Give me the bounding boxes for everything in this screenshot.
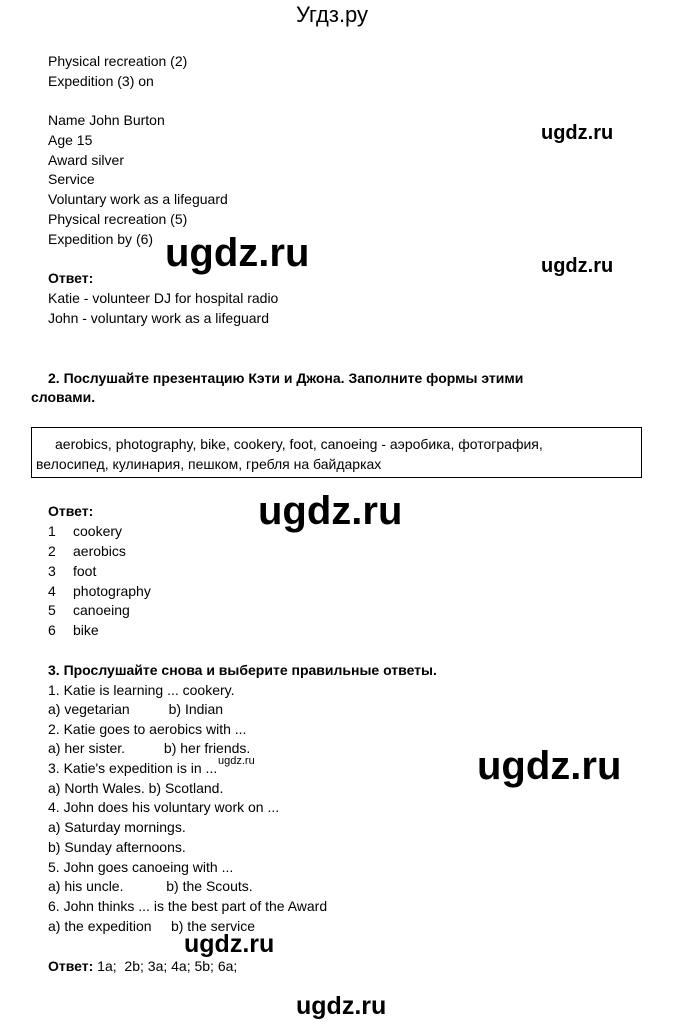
watermark: ugdz.ru <box>258 489 403 533</box>
watermark: ugdz.ru <box>218 755 255 767</box>
item-text: aerobics <box>73 543 126 559</box>
answer-label: Ответ: <box>48 503 94 519</box>
answer-label: Ответ: <box>48 958 94 974</box>
text-line: 1. Katie is learning ... cookery. <box>48 682 235 698</box>
task-title: 2. Послушайте презентацию Кэти и Джона. Заполните формы этими <box>48 370 524 386</box>
text-line: Name John Burton <box>48 112 165 128</box>
watermark: ugdz.ru <box>541 122 614 144</box>
item-number: 6 <box>48 622 56 638</box>
text-line: 6. John thinks ... is the best part of the Award <box>48 898 328 914</box>
task-title-cont: словами. <box>31 389 96 405</box>
answer-text: 1а; 2b; 3а; 4а; 5b; 6а; <box>93 958 238 974</box>
text-line: Expedition by (6) <box>48 231 154 247</box>
item-number: 1 <box>48 523 56 539</box>
watermark: ugdz.ru <box>184 930 275 958</box>
text-line: 4. John does his voluntary work on ... <box>48 799 280 815</box>
text-line: 5. John goes canoeing with ... <box>48 859 234 875</box>
item-number: 4 <box>48 583 56 599</box>
watermark: ugdz.ru <box>296 992 387 1020</box>
answer-label: Ответ: <box>48 270 94 286</box>
final-answer <box>48 958 237 974</box>
task-title: 3. Прослушайте снова и выберите правильные ответы. <box>48 662 437 678</box>
text-line: Physical recreation (5) <box>48 211 188 227</box>
item-text: cookery <box>73 523 123 539</box>
item-text: photography <box>73 583 151 599</box>
text-line: a) vegetarian b) Indian <box>48 701 224 717</box>
text-line: Katie - volunteer DJ for hospital radio <box>48 290 279 306</box>
word-box-line: aerobics, photography, bike, cookery, foot, canoeing - аэробика, фотография, <box>55 436 543 452</box>
watermark: ugdz.ru <box>477 744 622 788</box>
watermark: ugdz.ru <box>541 255 614 277</box>
word-box-line: велосипед, кулинария, пешком, гребля на байдарках <box>36 456 382 472</box>
text-line: Expedition (3) on <box>48 73 154 89</box>
text-line: John - voluntary work as a lifeguard <box>48 310 269 326</box>
item-text: bike <box>73 622 99 638</box>
item-number: 3 <box>48 563 56 579</box>
text-line: a) her sister. b) her friends. <box>48 740 251 756</box>
text-line: b) Sunday afternoons. <box>48 839 186 855</box>
page-title: Угдз.ру <box>296 2 369 27</box>
text-line: 2. Katie goes to aerobics with ... <box>48 721 247 737</box>
text-line: a) the expedition b) the service <box>48 918 255 934</box>
text-line: a) his uncle. b) the Scouts. <box>48 878 253 894</box>
text-line: a) Saturday mornings. <box>48 819 186 835</box>
item-number: 5 <box>48 602 56 618</box>
text-line: Voluntary work as a lifeguard <box>48 191 228 207</box>
watermark: ugdz.ru <box>165 231 310 275</box>
text-line: Age 15 <box>48 132 93 148</box>
text-line: Service <box>48 171 95 187</box>
text-line: a) North Wales. b) Scotland. <box>48 780 224 796</box>
text-line: 3. Katie's expedition is in ... <box>48 760 218 776</box>
item-text: foot <box>73 563 97 579</box>
text-line: Physical recreation (2) <box>48 53 188 69</box>
item-number: 2 <box>48 543 56 559</box>
text-line: Award silver <box>48 152 124 168</box>
item-text: canoeing <box>73 602 130 618</box>
